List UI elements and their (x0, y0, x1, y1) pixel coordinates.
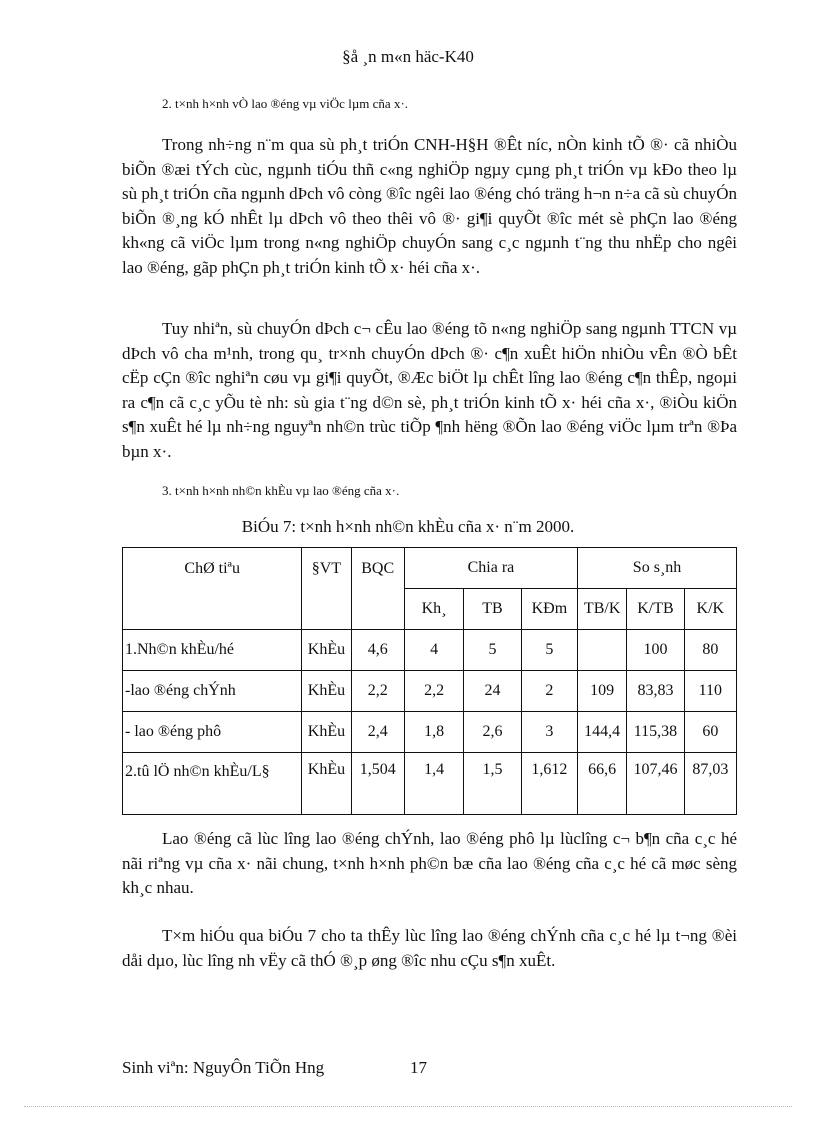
cell-unit: KhÈu (302, 753, 351, 815)
section-2-paragraph-1: Trong nh÷ng n¨m qua sù ph¸t triÓn CNH-H§H ®Êt níc, nÒn kinh tÕ ®· cã nhiÒu biÕn ®æi tÝch cùc, ngµnh tiÓu thñ c«ng nghiÖp ngµy cµng ph¸t triÓn vµ kÐo theo lµ sù ph¸t triÓn cña ngµnh dÞch vô còng ®îc ngêi lao ®éng chó träng h¬n n÷a cã sù chuyÓn biÕn ®¸ng kÓ nhÊt lµ dÞch vô theo thêi vô ®· gi¶i quyÕt ®îc mét sè phÇn lao ®éng kh«ng cã viÖc lµm trong n«ng nghiÖp chuyÓn sang c¸c ngµnh t¨ng thu nhËp cho ngêi lao ®éng, gãp phÇn ph¸t triÓn kinh tÕ x· héi cña x·. (122, 135, 737, 277)
table-header-row (123, 548, 737, 589)
cell-unit: KhÈu (302, 630, 351, 671)
cell-tb: 5 (464, 630, 521, 671)
page-number: 17 (410, 1058, 427, 1077)
cell-avg: 2,2 (351, 671, 404, 712)
row-label: -lao ®éng chÝnh (123, 671, 302, 712)
row-label: - lao ®éng phô (123, 712, 302, 753)
table-row (123, 712, 737, 753)
table-caption: BiÓu 7: t×nh h×nh nh©n khÈu cña x· n¨m 2000. (241, 517, 575, 536)
cell-unit: KhÈu (302, 671, 351, 712)
cell-tb: 1,5 (464, 753, 521, 815)
cell-avg: 1,504 (351, 753, 404, 815)
footer-author: Sinh viªn: NguyÔn TiÕn Hng (122, 1058, 325, 1077)
cell-k-k: 87,03 (684, 753, 736, 815)
cell-kha: 1,8 (404, 712, 463, 753)
cell-k-k: 80 (684, 630, 736, 671)
subheader-tb-k: TB/K (578, 589, 627, 630)
subheader-kha: Kh¸ (404, 589, 463, 630)
subheader-kem: KÐm (521, 589, 577, 630)
header-unit: §VT (302, 548, 351, 630)
page-bottom-divider (24, 1106, 792, 1107)
header-avg: BQC (351, 548, 404, 630)
cell-tb: 24 (464, 671, 521, 712)
section-3-paragraph-3: Lao ®éng cã lùc lîng lao ®éng chÝnh, lao ®éng phô lµ lùclîng c¬ b¶n cña c¸c hé nãi riªng vµ cña x· nãi chung, t×nh h×nh ph©n bæ cña lao ®éng cña c¸c hé cã møc sèng kh¸c nhau. (122, 829, 737, 897)
cell-avg: 2,4 (351, 712, 404, 753)
cell-k-k: 60 (684, 712, 736, 753)
cell-kem: 3 (521, 712, 577, 753)
subheader-k-tb: K/TB (627, 589, 684, 630)
cell-kem: 5 (521, 630, 577, 671)
cell-k-tb: 83,83 (627, 671, 684, 712)
cell-k-tb: 100 (627, 630, 684, 671)
cell-kem: 2 (521, 671, 577, 712)
cell-tb-k: 109 (578, 671, 627, 712)
section-2-heading: 2. t×nh h×nh vÒ lao ®éng vµ viÖc lµm cña x·. (162, 96, 409, 111)
page-header-title: §å ¸n m«n häc-K40 (342, 47, 474, 66)
cell-k-k: 110 (684, 671, 736, 712)
section-2-paragraph-2: Tuy nhiªn, sù chuyÓn dÞch c¬ cÊu lao ®éng tõ n«ng nghiÖp sang ngµnh TTCN vµ dÞch vô cha m¹nh, trong qu¸ tr×nh chuyÓn dÞch ®· c¶n xuÊt hiÖn nhiÒu vÊn ®Ò bÊt cËp cÇn ®îc nghiªn cøu vµ gi¶i quyÕt, ®Æc biÖt lµ chÊt lîng lao ®éng c¶n thÊp, ngoµi ra c¶n cã c¸c yÕu tè nh: sù gia t¨ng d©n sè, ph¸t triÓn kinh tÕ x· héi cña x·, ®iÒu kiÖn s¶n xuÊt hé lµ nh÷ng nguyªn nh©n trùc tiÕp ¶nh hëng ®Õn lao ®éng viÖc lµm trªn ®Þa bµn x·. (122, 319, 737, 461)
population-table (122, 547, 737, 815)
table-row (123, 753, 737, 815)
cell-kha: 1,4 (404, 753, 463, 815)
subheader-k-k: K/K (684, 589, 736, 630)
cell-tb-k: 144,4 (578, 712, 627, 753)
cell-tb-k (578, 630, 627, 671)
cell-tb: 2,6 (464, 712, 521, 753)
header-breakdown: Chia ra (404, 548, 577, 589)
cell-kha: 2,2 (404, 671, 463, 712)
header-indicator: ChØ tiªu (123, 548, 302, 630)
cell-tb-k: 66,6 (578, 753, 627, 815)
table-row (123, 671, 737, 712)
cell-kem: 1,612 (521, 753, 577, 815)
row-label: 2.tû lÖ nh©n khÈu/L§ (123, 753, 302, 815)
cell-k-tb: 107,46 (627, 753, 684, 815)
subheader-tb: TB (464, 589, 521, 630)
section-3-heading: 3. t×nh h×nh nh©n khÈu vµ lao ®éng cña x·. (162, 483, 400, 498)
header-compare: So s¸nh (578, 548, 737, 589)
cell-unit: KhÈu (302, 712, 351, 753)
cell-kha: 4 (404, 630, 463, 671)
cell-k-tb: 115,38 (627, 712, 684, 753)
cell-avg: 4,6 (351, 630, 404, 671)
section-3-paragraph-4: T×m hiÓu qua biÓu 7 cho ta thÊy lùc lîng lao ®éng chÝnh cña c¸c hé lµ t¬ng ®èi dåi dµo, lùc lîng nh vËy cã thÓ ®¸p øng ®îc nhu cÇu s¶n xuÊt. (122, 926, 737, 970)
table-row (123, 630, 737, 671)
row-label: 1.Nh©n khÈu/hé (123, 630, 302, 671)
